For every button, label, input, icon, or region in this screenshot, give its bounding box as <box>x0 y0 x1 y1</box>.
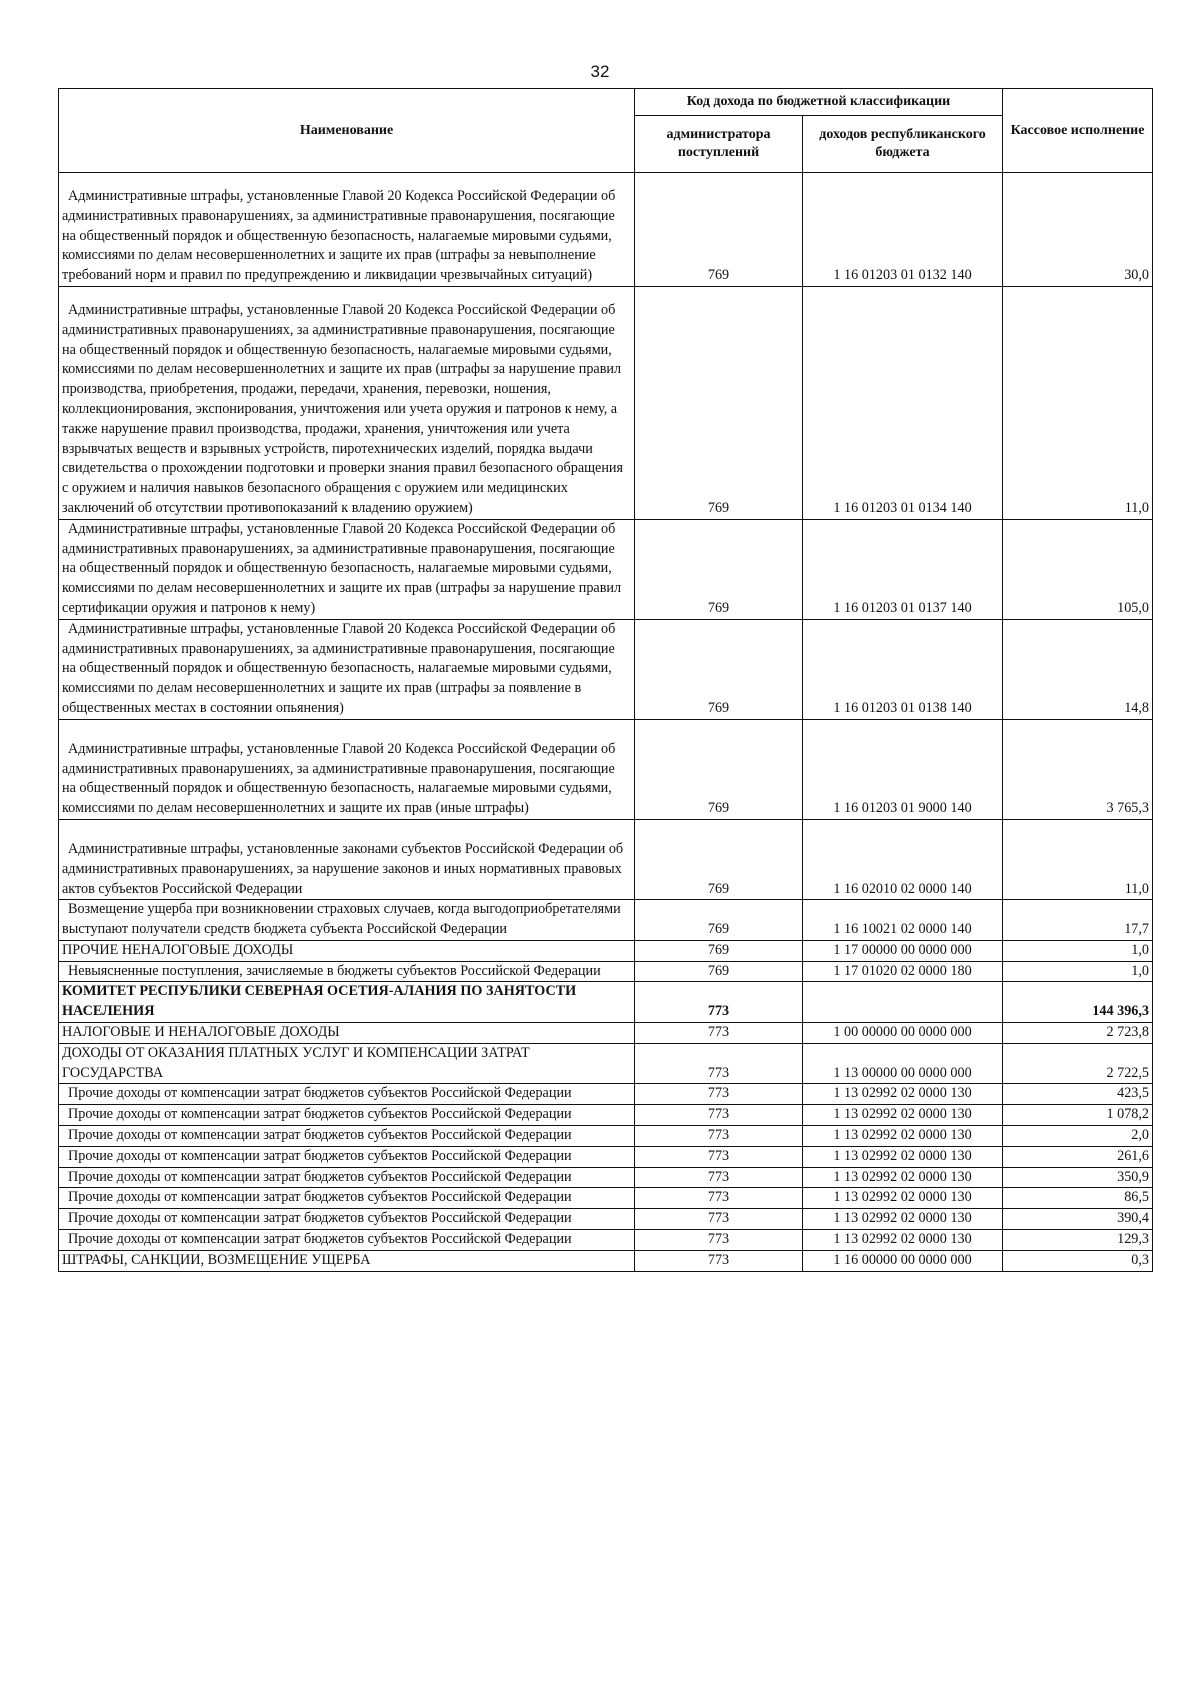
row-cash: 1 078,2 <box>1003 1105 1153 1126</box>
row-admin-code: 773 <box>635 1043 803 1084</box>
row-revenue-code: 1 13 02992 02 0000 130 <box>803 1146 1003 1167</box>
row-cash: 261,6 <box>1003 1146 1153 1167</box>
row-revenue-code: 1 16 01203 01 0137 140 <box>803 519 1003 619</box>
row-cash: 0,3 <box>1003 1250 1153 1271</box>
header-code-group: Код дохода по бюджетной классификации <box>635 89 1003 116</box>
row-name: Невыясненные поступления, зачисляемые в бюджеты субъектов Российской Федерации <box>59 961 635 982</box>
row-name: ДОХОДЫ ОТ ОКАЗАНИЯ ПЛАТНЫХ УСЛУГ И КОМПЕНСАЦИИ ЗАТРАТ ГОСУДАРСТВА <box>59 1043 635 1084</box>
row-revenue-code: 1 16 02010 02 0000 140 <box>803 819 1003 899</box>
row-admin-code: 773 <box>635 1230 803 1251</box>
row-revenue-code: 1 17 01020 02 0000 180 <box>803 961 1003 982</box>
header-cash: Кассовое исполнение <box>1003 89 1153 173</box>
row-admin-code: 773 <box>635 1188 803 1209</box>
row-name: Прочие доходы от компенсации затрат бюджетов субъектов Российской Федерации <box>59 1209 635 1230</box>
row-name: Административные штрафы, установленные Главой 20 Кодекса Российской Федерации об административных правонарушениях, за административные правонарушения, посягающие на общественный порядок и общественную безопасность, налагаемые мировыми судьями, комиссиями по делам несовершеннолетних и защите их прав (иные штрафы) <box>59 719 635 819</box>
row-name: Прочие доходы от компенсации затрат бюджетов субъектов Российской Федерации <box>59 1105 635 1126</box>
row-cash: 14,8 <box>1003 619 1153 719</box>
table-row <box>59 1084 1153 1105</box>
table-row <box>59 1188 1153 1209</box>
row-cash: 2 722,5 <box>1003 1043 1153 1084</box>
row-revenue-code: 1 16 01203 01 0132 140 <box>803 173 1003 287</box>
row-name: Прочие доходы от компенсации затрат бюджетов субъектов Российской Федерации <box>59 1188 635 1209</box>
row-cash: 11,0 <box>1003 819 1153 899</box>
row-name: КОМИТЕТ РЕСПУБЛИКИ СЕВЕРНАЯ ОСЕТИЯ-АЛАНИЯ ПО ЗАНЯТОСТИ НАСЕЛЕНИЯ <box>59 982 635 1023</box>
row-revenue-code: 1 16 01203 01 9000 140 <box>803 719 1003 819</box>
row-revenue-code: 1 00 00000 00 0000 000 <box>803 1023 1003 1044</box>
budget-revenue-table <box>58 88 1153 1272</box>
row-admin-code: 769 <box>635 173 803 287</box>
row-admin-code: 773 <box>635 1209 803 1230</box>
row-cash: 1,0 <box>1003 961 1153 982</box>
row-revenue-code: 1 13 02992 02 0000 130 <box>803 1167 1003 1188</box>
table-row <box>59 1146 1153 1167</box>
row-name: Прочие доходы от компенсации затрат бюджетов субъектов Российской Федерации <box>59 1167 635 1188</box>
row-name: Административные штрафы, установленные Главой 20 Кодекса Российской Федерации об административных правонарушениях, за административные правонарушения, посягающие на общественный порядок и общественную безопасность, налагаемые мировыми судьями, комиссиями по делам несовершеннолетних и защите их прав (штрафы за невыполнение требований норм и правил по предупреждению и ликвидации чрезвычайных ситуаций) <box>59 173 635 287</box>
row-admin-code: 773 <box>635 1023 803 1044</box>
page-number: 32 <box>590 62 610 81</box>
table-row <box>59 900 1153 941</box>
row-revenue-code: 1 13 02992 02 0000 130 <box>803 1188 1003 1209</box>
row-cash: 350,9 <box>1003 1167 1153 1188</box>
header-admin: администратора поступлений <box>635 116 803 173</box>
row-revenue-code: 1 16 10021 02 0000 140 <box>803 900 1003 941</box>
table-row <box>59 1023 1153 1044</box>
row-cash: 17,7 <box>1003 900 1153 941</box>
row-admin-code: 769 <box>635 819 803 899</box>
row-cash: 2,0 <box>1003 1126 1153 1147</box>
row-revenue-code: 1 13 02992 02 0000 130 <box>803 1105 1003 1126</box>
row-cash: 2 723,8 <box>1003 1023 1153 1044</box>
row-cash: 30,0 <box>1003 173 1153 287</box>
row-cash: 144 396,3 <box>1003 982 1153 1023</box>
row-admin-code: 773 <box>635 1105 803 1126</box>
table-row <box>59 1126 1153 1147</box>
row-name: Административные штрафы, установленные Главой 20 Кодекса Российской Федерации об административных правонарушениях, за административные правонарушения, посягающие на общественный порядок и общественную безопасность, налагаемые мировыми судьями, комиссиями по делам несовершеннолетних и защите их прав (штрафы за нарушение правил сертификации оружия и патронов к нему) <box>59 519 635 619</box>
header-name: Наименование <box>59 89 635 173</box>
row-revenue-code: 1 16 01203 01 0138 140 <box>803 619 1003 719</box>
row-revenue-code: 1 16 01203 01 0134 140 <box>803 286 1003 519</box>
row-revenue-code: 1 17 00000 00 0000 000 <box>803 940 1003 961</box>
table-row <box>59 1230 1153 1251</box>
table-row <box>59 1167 1153 1188</box>
row-admin-code: 773 <box>635 1126 803 1147</box>
row-admin-code: 773 <box>635 1250 803 1271</box>
table-row <box>59 619 1153 719</box>
table-row <box>59 1250 1153 1271</box>
table-row <box>59 961 1153 982</box>
row-revenue-code: 1 13 02992 02 0000 130 <box>803 1230 1003 1251</box>
table-row <box>59 719 1153 819</box>
row-name: Прочие доходы от компенсации затрат бюджетов субъектов Российской Федерации <box>59 1146 635 1167</box>
table-row <box>59 1105 1153 1126</box>
row-admin-code: 769 <box>635 719 803 819</box>
row-name: Административные штрафы, установленные Главой 20 Кодекса Российской Федерации об административных правонарушениях, за административные правонарушения, посягающие на общественный порядок и общественную безопасность, налагаемые мировыми судьями, комиссиями по делам несовершеннолетних и защите их прав (штрафы за нарушение правил производства, приобретения, продажи, передачи, хранения, перевозки, ношения, коллекционирования, экспонирования, уничтожения или учета оружия и патронов к нему, а также нарушение правил производства, продажи, хранения, уничтожения или учета взрывчатых веществ и взрывных устройств, пиротехнических изделий, порядка выдачи свидетельства о прохождении подготовки и проверки знания правил безопасного обращения с оружием и наличия навыков безопасного обращения с оружием или медицинских заключений об отсутствии противопоказаний к владению оружием) <box>59 286 635 519</box>
row-admin-code: 773 <box>635 1167 803 1188</box>
table-row <box>59 286 1153 519</box>
row-name: Административные штрафы, установленные Главой 20 Кодекса Российской Федерации об административных правонарушениях, за административные правонарушения, посягающие на общественный порядок и общественную безопасность, налагаемые мировыми судьями, комиссиями по делам несовершеннолетних и защите их прав (штрафы за появление в общественных местах в состоянии опьянения) <box>59 619 635 719</box>
table-row <box>59 819 1153 899</box>
table-row <box>59 982 1153 1023</box>
table-row <box>59 940 1153 961</box>
row-name: ШТРАФЫ, САНКЦИИ, ВОЗМЕЩЕНИЕ УЩЕРБА <box>59 1250 635 1271</box>
row-cash: 390,4 <box>1003 1209 1153 1230</box>
row-revenue-code: 1 13 02992 02 0000 130 <box>803 1126 1003 1147</box>
row-name: Прочие доходы от компенсации затрат бюджетов субъектов Российской Федерации <box>59 1084 635 1105</box>
row-cash: 105,0 <box>1003 519 1153 619</box>
row-admin-code: 769 <box>635 519 803 619</box>
row-cash: 3 765,3 <box>1003 719 1153 819</box>
row-name: Прочие доходы от компенсации затрат бюджетов субъектов Российской Федерации <box>59 1126 635 1147</box>
row-revenue-code: 1 13 00000 00 0000 000 <box>803 1043 1003 1084</box>
table-header <box>59 89 1153 173</box>
row-name: Прочие доходы от компенсации затрат бюджетов субъектов Российской Федерации <box>59 1230 635 1251</box>
row-revenue-code: 1 13 02992 02 0000 130 <box>803 1209 1003 1230</box>
table-row <box>59 173 1153 287</box>
row-revenue-code: 1 13 02992 02 0000 130 <box>803 1084 1003 1105</box>
row-admin-code: 769 <box>635 286 803 519</box>
row-admin-code: 769 <box>635 619 803 719</box>
row-admin-code: 773 <box>635 1084 803 1105</box>
row-admin-code: 769 <box>635 900 803 941</box>
row-cash: 129,3 <box>1003 1230 1153 1251</box>
row-name: НАЛОГОВЫЕ И НЕНАЛОГОВЫЕ ДОХОДЫ <box>59 1023 635 1044</box>
row-name: Административные штрафы, установленные законами субъектов Российской Федерации об административных правонарушениях, за нарушение законов и иных нормативных правовых актов субъектов Российской Федерации <box>59 819 635 899</box>
header-revenue: доходов республиканского бюджета <box>803 116 1003 173</box>
table-row <box>59 1209 1153 1230</box>
row-admin-code: 769 <box>635 940 803 961</box>
row-admin-code: 769 <box>635 961 803 982</box>
row-cash: 11,0 <box>1003 286 1153 519</box>
row-admin-code: 773 <box>635 1146 803 1167</box>
row-name: Возмещение ущерба при возникновении страховых случаев, когда выгодоприобретателями выступают получатели средств бюджета субъекта Российской Федерации <box>59 900 635 941</box>
row-cash: 423,5 <box>1003 1084 1153 1105</box>
table-row <box>59 1043 1153 1084</box>
row-admin-code: 773 <box>635 982 803 1023</box>
row-revenue-code <box>803 982 1003 1023</box>
row-revenue-code: 1 16 00000 00 0000 000 <box>803 1250 1003 1271</box>
table-body <box>59 173 1153 1272</box>
row-name: ПРОЧИЕ НЕНАЛОГОВЫЕ ДОХОДЫ <box>59 940 635 961</box>
row-cash: 1,0 <box>1003 940 1153 961</box>
table-row <box>59 519 1153 619</box>
row-cash: 86,5 <box>1003 1188 1153 1209</box>
